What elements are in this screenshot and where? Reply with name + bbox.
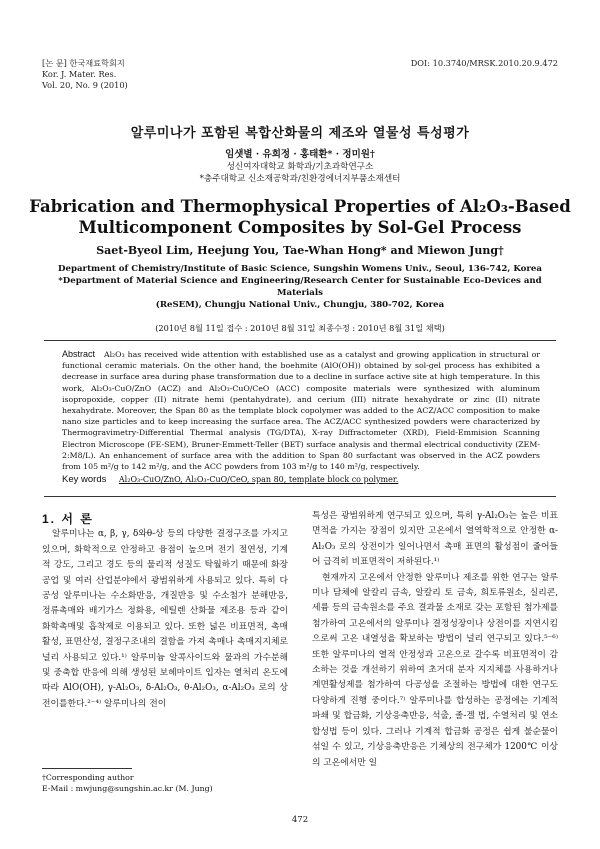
keywords-label: Key words xyxy=(62,474,107,485)
english-affiliation-line: (ReSEM), Chungju National Univ., Chungju, 380-702, Korea xyxy=(155,300,445,310)
english-affiliations xyxy=(40,263,560,311)
body-paragraph: 알루미나는 α, β, γ, δ와θ-상 등의 다양한 결정구조를 가지고 있으며, 화학적으로 안정하고 융점이 높으며 전기 절연성, 기계적 강도, 그리고 경도 등의 물리적 성질도 탁월하기 때문에 화장 공업 및 여러 산업분야에서 광범위하게 사용되고 있다. 특히 다공성 알루미나는 수소화반응, 개질반응 및 수소첨가 분해반응, 정류촉매와 배기가스 정화용, 에틸렌 산화물 제조용 등과 같이 화학촉매및 흡착제로 이용되고 있다. 또한 넓은 비표면적, 촉매 활성, 표면산성, 결정구조내의 결함을 가져 촉매나 촉매지지체로 널리 사용되고 있다.¹⁾ 알루미늄 알콕사이드와 물과의 가수분해 및 중축합 반응에 의해 생성된 보헤마이트 입자는 열처리 온도에 따라 AlO(OH), γ-Al₂O₃, δ-Al₂O₃, θ-Al₂O₃, α-Al₂O₃ 로의 상전이를한다.²⁻⁴⁾ 알루미나의 전이 xyxy=(42,529,288,709)
section-heading: 1. 서 론 xyxy=(42,512,94,526)
english-affiliation-line: Department of Chemistry/Institute of Basic Science, Sungshin Womens Univ., Seoul, 136-742, Korea xyxy=(58,264,542,274)
journal-line: Kor. J. Mater. Res. xyxy=(42,69,117,79)
keywords-text: Al₂O₃-CuO/ZnO, Al₂O₃-CuO/CeO, span 80, template block co polymer. xyxy=(118,475,399,484)
korean-affiliation-line: *충주대학교 신소재공학과/친환경에너지부품소재센터 xyxy=(199,174,401,184)
journal-line: Vol. 20, No. 9 (2010) xyxy=(42,80,128,90)
footnote xyxy=(42,772,213,794)
korean-affiliations xyxy=(0,161,600,185)
body-paragraph: 특성은 광범위하게 연구되고 있으며, 특히 γ-Al₂O₃는 높은 비표면적을 가지는 장점이 있지만 고온에서 열역학적으로 안정한 α-Al₂O₃ 로의 상전이가 일어나면서 촉매 표면의 활성점이 줄어들어 급격히 비표면적이 저하된다.¹⁾ xyxy=(312,511,558,568)
divider xyxy=(44,340,556,341)
keywords xyxy=(62,474,540,485)
footnote-divider xyxy=(42,768,132,769)
english-title-line: Fabrication and Thermophysical Properties of Al₂O₃-Based xyxy=(29,197,571,216)
journal-line: [논 문] 한국재료학회지 xyxy=(42,58,125,68)
abstract-label: Abstract xyxy=(62,349,96,359)
korean-affiliation-line: 성신여자대학교 화학과/기초과학연구소 xyxy=(226,162,374,172)
english-authors: Saet-Byeol Lim, Heejung You, Tae-Whan Hong* and Miewon Jung† xyxy=(96,244,504,257)
abstract xyxy=(62,349,540,472)
journal-info xyxy=(42,58,128,91)
divider xyxy=(44,496,556,497)
body-paragraph: 현재까지 고온에서 안정한 알루미나 제조를 위한 연구는 알루미나 담체에 알칼리 금속, 알칼리 토 금속, 희토류원소, 실리콘, 세륨 등의 금속원소를 주요 결과물 소재로 갖는 포함된 첨가제를 첨가하여 고온에서의 알루미나 결정성장이나 상전이를 지연시킴으로써 고온 내열성을 확보하는 방법이 널리 연구되고 있다.⁵⁻⁶⁾ 또한 알루미나의 열적 안정성과 고온으로 갈수록 비표면적이 감소하는 것을 개선하기 위하여 초거대 분자 지지체를 사용하거나 계면활성제를 첨가하여 다공성을 조절하는 방법에 대한 연구도 다양하게 진행 중이다.⁷⁾ 알루미나를 합성하는 공정에는 기계적 파쇄 및 합금화, 기상응축반응, 석출, 졸-겔 법, 수열처리 및 연소합성법 등이 있다. 그러나 기계적 합금화 공정은 쉽게 불순물이 섞일 수 있고, 기상응축반응은 기체상의 전구체가 1200℃ 이상의 고온에서만 일 xyxy=(312,572,558,768)
korean-authors: 임샛별 · 유희정 · 홍태환* · 정미원† xyxy=(225,149,375,160)
english-affiliation-line: *Department of Material Science and Engineering/Research Center for Sustainable Eco-Devices and Materials xyxy=(58,276,542,298)
footnote-line: †Corresponding author xyxy=(42,773,134,782)
right-column xyxy=(312,509,558,771)
korean-title: 알루미나가 포함된 복합산화물의 제조와 열물성 특성평가 xyxy=(130,126,470,141)
footnote-line: E-Mail : mwjung@sungshin.ac.kr (M. Jung) xyxy=(42,784,213,793)
left-column xyxy=(42,512,288,712)
english-title xyxy=(0,196,600,238)
abstract-text: Al₂O₃ has received wide attention with established use as a catalyst and growing application in structural or functional ceramic materials. On the other hand, the boehmite (AlO(OH)) obtained by sol-gel process has exhibited a decrease in surface area during phase transformation due to a decline in surface active site at high temperature. In this work, Al₂O₃-CuO/ZnO (ACZ) and Al₂O₃-CuO/CeO (ACC) composite materials were synthesized with aluminum isopropoxide, copper (II) nitrate hemi (pentahydrate), and cerium (III) nitrate hexahydrate or zinc (II) nitrate hexahydrate. Moreover, the Span 80 as the template block copolymer was added to the ACZ/ACC composition to make nano size particles and to keep increasing the surface area. The ACZ/ACC synthesized powders were characterized by Thermogravimetry-Differential Thermal analysis (TG/DTA), X-ray Diffractometer (XRD), Field-Emmision Scanning Electron Microscope (FE-SEM), Bruner-Emmett-Teller (BET) surface analysis and thermal electrical conductivity (ZEM-2:M8/L). An enhancement of surface area with the addition to Span 80 surfactant was observed in the ACZ powders from 105 m²/g to 142 m²/g, and the ACC powders from 103 m²/g to 140 m²/g, respectively. xyxy=(62,350,540,472)
page-number: 472 xyxy=(291,815,309,825)
doi-label: DOI: 10.3740/MRSK.2010.20.9.472 xyxy=(410,58,558,68)
english-title-line: Multicomponent Composites by Sol-Gel Process xyxy=(78,218,522,237)
received-dates: (2010년 8월 11일 접수 : 2010년 8월 31일 최종수정 : 2010년 8월 31일 채택) xyxy=(155,323,445,333)
